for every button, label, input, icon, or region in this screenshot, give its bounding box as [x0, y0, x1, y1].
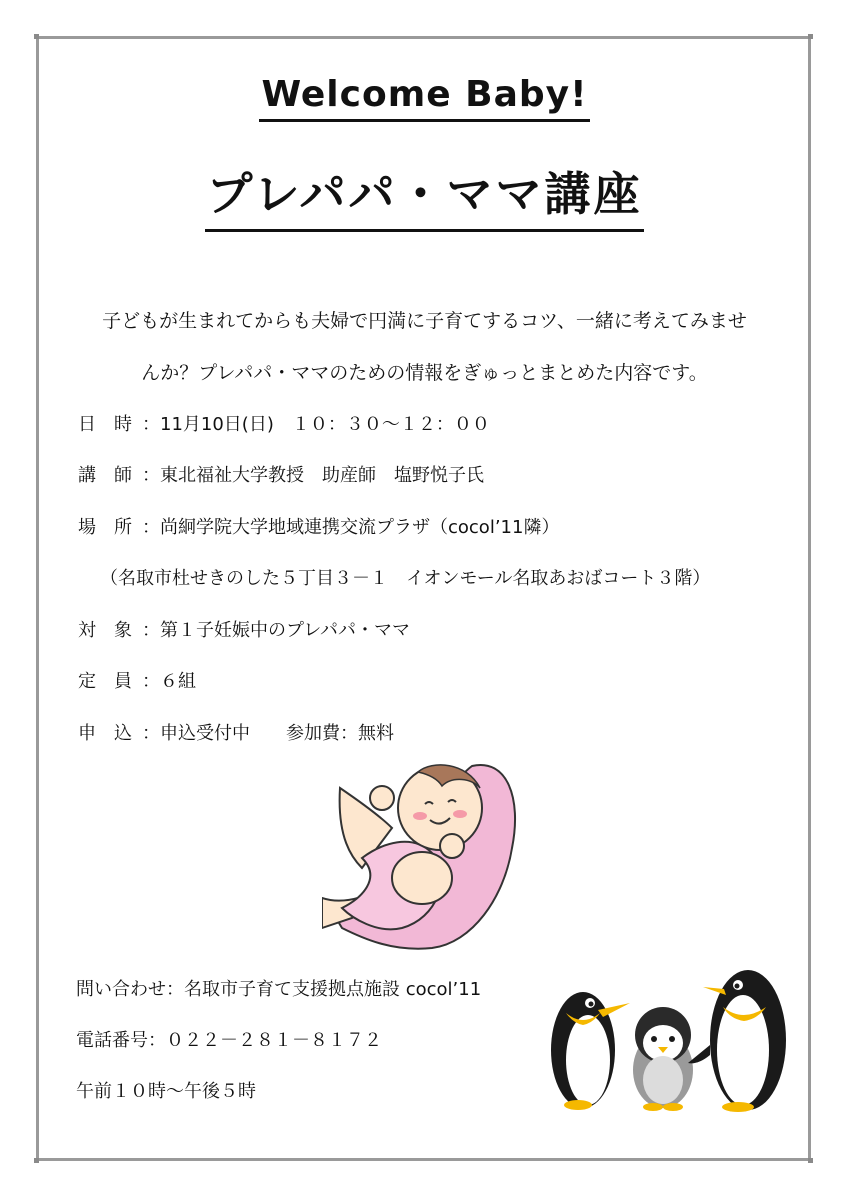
- baby-illustration: [322, 758, 524, 953]
- detail-capacity: [78, 667, 196, 693]
- detail-label: 対 象: [78, 620, 132, 641]
- detail-label: 定 員: [78, 671, 132, 692]
- contact-phone: 電話番号：０２２－２８１－８１７２: [76, 1030, 382, 1051]
- frame-corner: [808, 34, 813, 39]
- detail-label: 日 時: [78, 414, 132, 435]
- detail-value: ：東北福祉大学教授 助産師 塩野悦子氏: [142, 465, 484, 486]
- frame-corner: [34, 34, 39, 39]
- detail-value: ：11月10日(日) １０：３０～１２：００: [142, 414, 490, 435]
- contact-line-1: 問い合わせ：名取市子育て支援拠点施設 cocol’11: [76, 979, 482, 1000]
- title-block: [0, 74, 849, 115]
- detail-lecturer: [78, 461, 484, 487]
- detail-application: [78, 719, 394, 745]
- subtitle-block: [0, 158, 849, 224]
- detail-label: 講 師: [78, 465, 132, 486]
- detail-datetime: [78, 410, 490, 436]
- detail-label: 場 所: [78, 517, 132, 538]
- frame-corner: [808, 1158, 813, 1163]
- detail-place: [78, 513, 559, 539]
- detail-address: [100, 564, 710, 590]
- penguin-family-illustration: [538, 955, 800, 1115]
- detail-label: 申 込: [78, 723, 132, 744]
- detail-value: （名取市杜せきのした５丁目３－１ イオンモール名取あおばコート３階）: [100, 568, 711, 589]
- intro-line-2: んか？プレパパ・ママのための情報をぎゅっとまとめた内容です。: [141, 362, 708, 384]
- page-title: Welcome Baby!: [259, 74, 589, 122]
- detail-value: ：第１子妊娠中のプレパパ・ママ: [142, 620, 411, 641]
- detail-value: ：６組: [142, 671, 196, 692]
- contact-hours: 午前１０時～午後５時: [76, 1081, 256, 1102]
- detail-value: ：尚絅学院大学地域連携交流プラザ（cocol’11隣）: [142, 517, 560, 538]
- frame-corner: [34, 1158, 39, 1163]
- detail-value: ：申込受付中 参加費：無料: [142, 723, 394, 744]
- page-subtitle: プレパパ・ママ講座: [205, 167, 645, 232]
- intro-line-1: 子どもが生まれてからも夫婦で円満に子育てするコツ、一緒に考えてみませ: [102, 310, 747, 332]
- detail-target: [78, 616, 410, 642]
